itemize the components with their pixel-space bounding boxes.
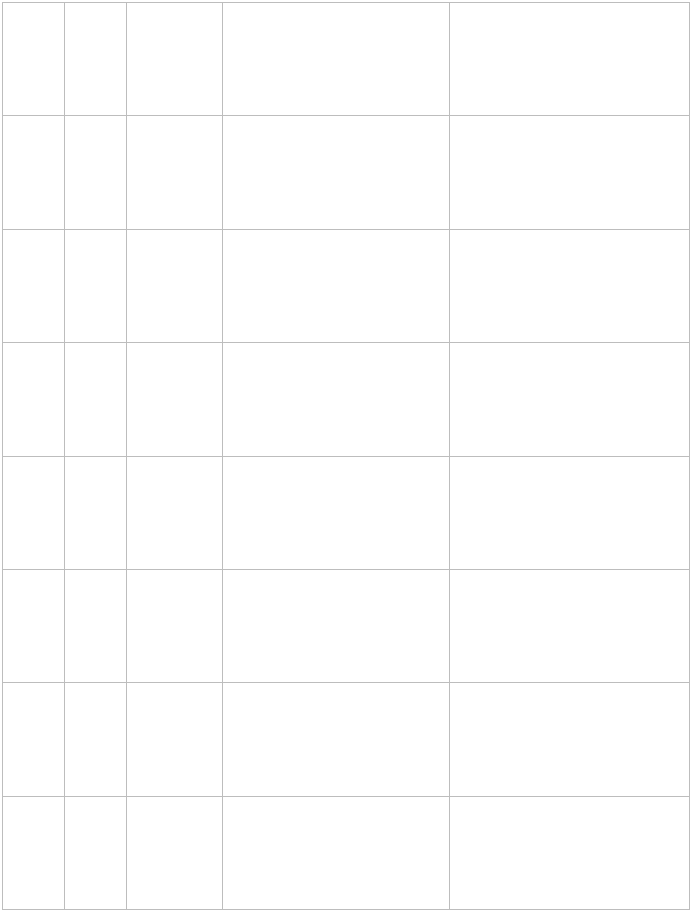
table-row xyxy=(3,683,690,796)
table-row xyxy=(3,116,690,229)
row-course-code xyxy=(64,796,126,909)
table-row xyxy=(3,229,690,342)
row-districts xyxy=(449,3,689,116)
row-course-code xyxy=(64,3,126,116)
table-body xyxy=(3,3,690,910)
table-row xyxy=(3,3,690,116)
row-major-name xyxy=(222,683,449,796)
course-table xyxy=(2,2,690,910)
row-sequence-number xyxy=(3,3,65,116)
row-major-name xyxy=(222,569,449,682)
table-row xyxy=(3,796,690,909)
row-major-code xyxy=(126,343,222,456)
row-course-code xyxy=(64,116,126,229)
table-row xyxy=(3,456,690,569)
row-districts xyxy=(449,343,689,456)
row-course-code xyxy=(64,343,126,456)
row-sequence-number xyxy=(3,796,65,909)
row-districts xyxy=(449,456,689,569)
row-major-name xyxy=(222,796,449,909)
table-row xyxy=(3,569,690,682)
row-major-name xyxy=(222,456,449,569)
row-sequence-number xyxy=(3,683,65,796)
row-course-code xyxy=(64,569,126,682)
row-course-code xyxy=(64,683,126,796)
row-major-name xyxy=(222,116,449,229)
row-districts xyxy=(449,569,689,682)
row-sequence-number xyxy=(3,116,65,229)
row-major-code xyxy=(126,683,222,796)
row-major-name xyxy=(222,229,449,342)
row-districts xyxy=(449,116,689,229)
row-sequence-number xyxy=(3,456,65,569)
row-major-code xyxy=(126,229,222,342)
row-sequence-number xyxy=(3,229,65,342)
row-major-code xyxy=(126,569,222,682)
row-sequence-number xyxy=(3,343,65,456)
row-major-name xyxy=(222,343,449,456)
row-major-code xyxy=(126,456,222,569)
row-course-code xyxy=(64,229,126,342)
row-major-code xyxy=(126,116,222,229)
row-major-code xyxy=(126,3,222,116)
row-sequence-number xyxy=(3,569,65,682)
row-districts xyxy=(449,229,689,342)
row-districts xyxy=(449,683,689,796)
row-major-name xyxy=(222,3,449,116)
row-course-code xyxy=(64,456,126,569)
row-districts xyxy=(449,796,689,909)
row-major-code xyxy=(126,796,222,909)
table-row xyxy=(3,343,690,456)
